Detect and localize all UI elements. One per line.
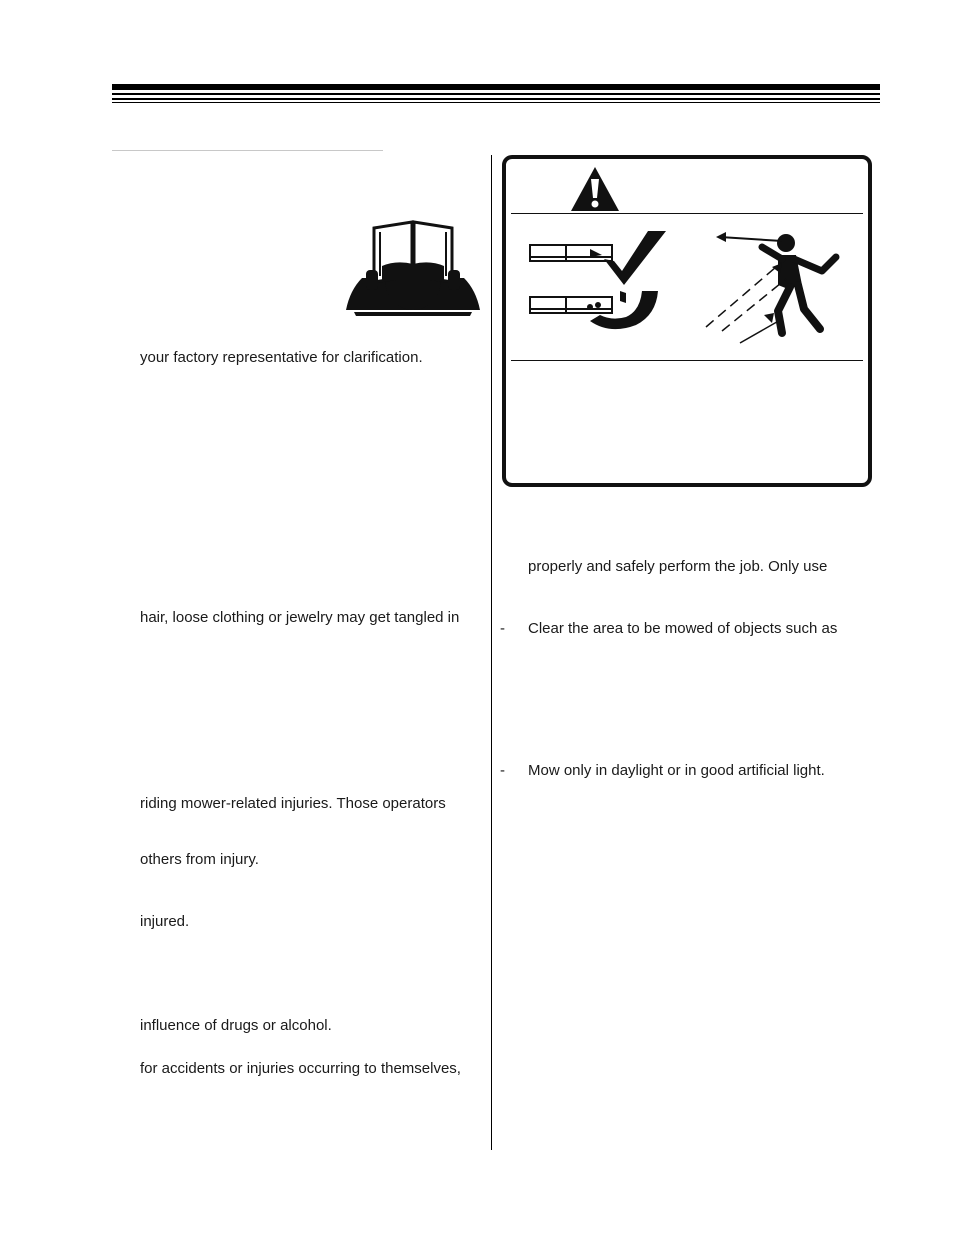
body-text-line: influence of drugs or alcohol. — [140, 1017, 332, 1034]
body-text-line: riding mower-related injuries. Those operators — [140, 795, 446, 812]
header-rule — [112, 102, 880, 103]
person-hit-by-debris-icon — [702, 227, 847, 347]
person-reading-manual-icon — [344, 220, 482, 318]
list-bullet: - — [500, 620, 505, 637]
warning-divider — [511, 213, 863, 214]
header-rule — [112, 98, 880, 100]
body-text-line: others from injury. — [140, 851, 259, 868]
warning-box — [502, 155, 872, 487]
body-text-line: properly and safely perform the job. Only use — [528, 558, 828, 575]
body-text-line: hair, loose clothing or jewelry may get tangled in — [140, 609, 460, 626]
list-bullet: - — [500, 762, 505, 779]
body-text-line: for accidents or injuries occurring to themselves, — [140, 1060, 461, 1077]
thrown-object-deck-icon — [526, 227, 671, 337]
body-text-line: Clear the area to be mowed of objects such as — [528, 620, 838, 637]
header-rule-thick — [112, 84, 880, 90]
warning-divider — [511, 360, 863, 361]
header-rule — [112, 93, 880, 95]
body-text-line: injured. — [140, 913, 190, 930]
column-divider — [491, 155, 492, 1150]
body-text-line: your factory representative for clarification. — [140, 349, 423, 366]
body-text-line: Mow only in daylight or in good artificial light. — [528, 762, 825, 779]
warning-triangle-icon — [569, 165, 621, 213]
section-underline — [112, 150, 383, 151]
